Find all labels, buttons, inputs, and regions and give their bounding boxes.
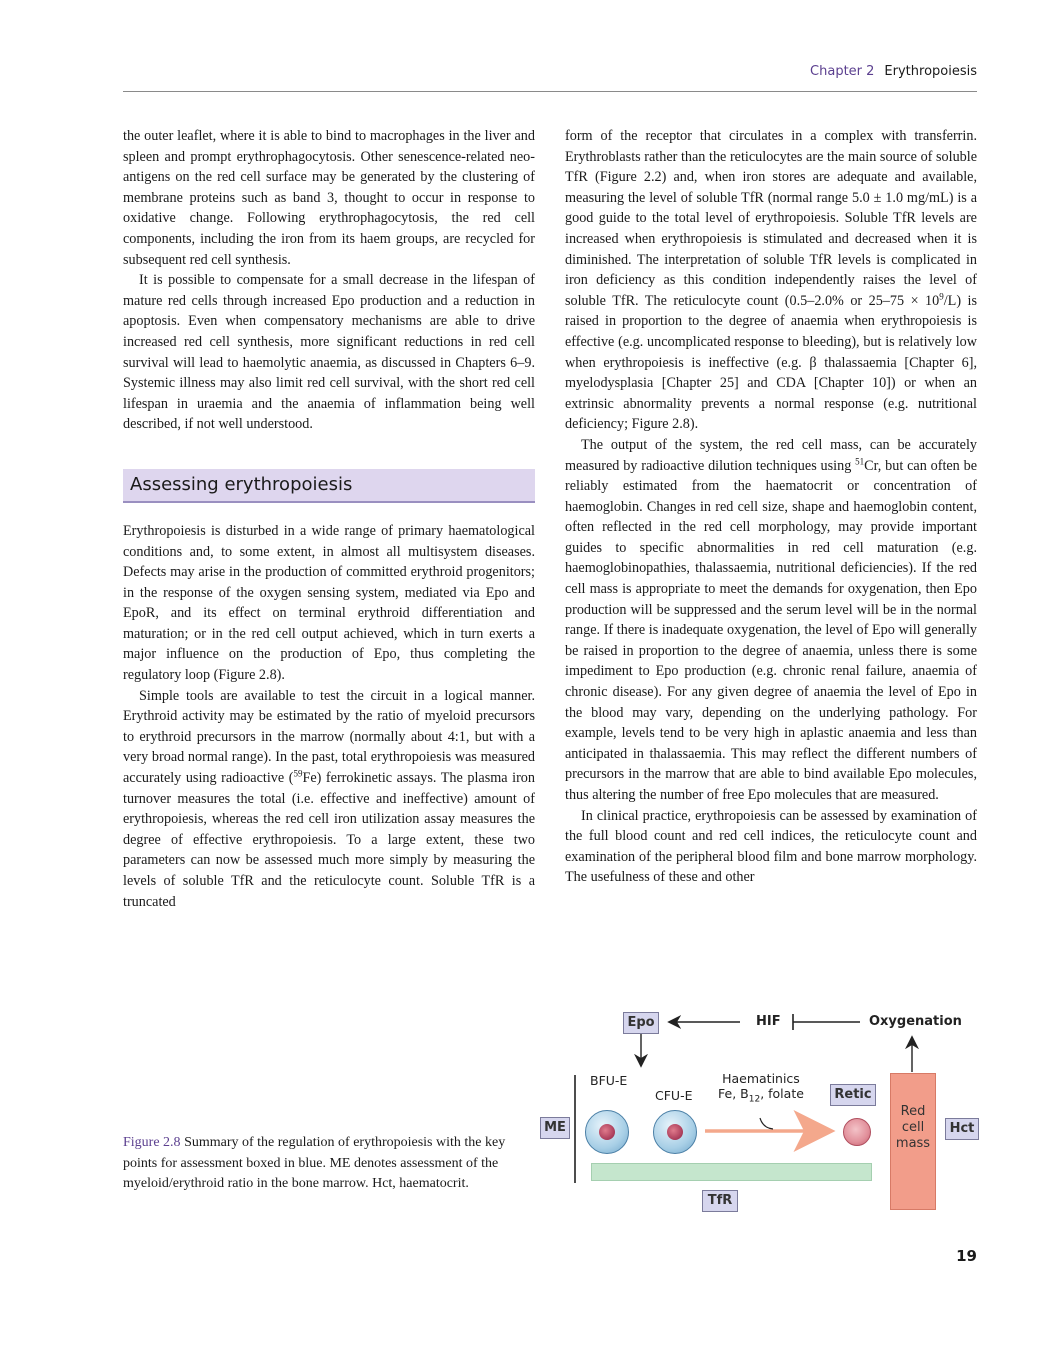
figure-caption [123,1133,523,1195]
paragraph [565,435,977,806]
reticulocyte-cell [843,1118,871,1146]
red-cell-mass-label [891,1104,935,1152]
oxygenation-label: Oxygenation [869,1014,962,1029]
text-run: Fe) ferrokinetic assays. The plasma iron turnover measures the total (i.e. effective and ineffective) amount of erythropoiesis, whereas the red cell iron utilization assay measures the degree of effective erythropoiesis. To a large extent, these two parameters can now be assessed much more simply by measuring the levels of soluble TfR and the reticulocyte count. Soluble TfR is a truncated [123,770,535,910]
tfr-bar [591,1163,872,1181]
tfr-box: TfR [702,1190,738,1212]
label-line: mass [895,1136,931,1151]
section-heading: Assessing erythropoiesis [123,469,535,503]
hif-label: HIF [756,1014,781,1029]
bfu-e-cell [585,1110,629,1154]
me-box: ME [540,1117,570,1139]
paragraph: It is possible to compensate for a small decrease in the lifespan of mature red cells through increased Epo production and a reduction in apoptosis. Even when compensatory mechanisms are able to drive increased red cell synthesis, more significant reductions in red cell survival will lead to haemolytic anaemia, as discussed in Chapters 6–9. Systemic illness may also limit red cell survival, with the short red cell lifespan in uraemia and the anaemia of inflammation being well described, if not well understood. [123,272,535,433]
hct-box: Hct [945,1118,979,1140]
bfu-e-label: BFU-E [590,1073,628,1088]
superscript: 59 [293,768,303,779]
nucleus [599,1124,615,1140]
paragraph [565,126,977,435]
cfu-e-cell [653,1110,697,1154]
haematinics-label [718,1071,804,1105]
text-run: Simple tools are available to test the circuit in a logical manner. Erythroid activity may be estimated by the ratio of myeloid precursors to erythroid precursors in the marrow (normally about 4:1, but with a very broad normal range). In the past, total erythropoiesis was measured accurately using radioactive ( [123,687,535,787]
text-run: , folate [760,1086,804,1101]
chapter-label: Chapter 2 [810,64,875,79]
cfu-e-label: CFU-E [655,1088,693,1103]
header-rule [123,91,977,92]
left-column [123,126,535,912]
retic-box: Retic [830,1084,876,1106]
text-run: /L) is raised in proportion to the degree of anaemia when erythropoiesis is effective (e.g. uncomplicated response to bleeding), but is relatively low when erythropoiesis is ineffective (e.g. β thalassaemia [Chapter 6], myelodysplasia [Chapter 25] and CDA [Chapter 10]) or when an extrinsic abnormality prevents a normal response (e.g. nutritional deficiency; Figure 2.8). [565,292,978,433]
haematinics-line1: Haematinics [722,1071,800,1086]
red-cell-mass-bar [890,1073,936,1210]
caption-text: Summary of the regulation of erythropoiesis with the key points for assessment boxed in blue. ME denotes assessment of the myeloid/erythroid ratio in the bone marrow. Hct, haematocrit. [123,1135,506,1191]
haematinics-pointer [760,1118,773,1129]
running-header [123,64,977,79]
paragraph: In clinical practice, erythropoiesis can be assessed by examination of the full blood count and red cell indices, the reticulocyte count and examination of the peripheral blood film and bone marrow morphology. The usefulness of these and other [565,807,977,886]
nucleus [667,1124,683,1140]
superscript: 9 [939,291,944,302]
text-run: Cr, but can often be reliably estimated from the haematocrit or concentration of haemoglobin. Changes in red cell size, shape and haemoglobin content, often reflected in the red cell morphology, may provide important guides to specific abnormalities in red cell maturation (e.g. haemoglobinopathies, thalassaemia, nutritional deficiencies). If the red cell mass is appropriate to meet the demands for oxygenation, then Epo production will be suppressed and the serum level will be in the normal range. If there is inadequate oxygenation, the level of Epo will generally be raised in proportion to the degree of anaemia, unless there is some impediment to Epo production (e.g. chronic renal failure, anaemia of chronic disease). For any given degree of anaemia the level of Epo in the blood may vary, depending on the underlying pathology. For example, levels tend to be very high in aplastic anaemia and less than anticipated in thalassaemia. This may reflect the different numbers of precursors in the marrow that are able to bind available Epo molecules, thus altering the number of free Epo molecules that are measured. [565,457,978,803]
label-line: cell [901,1120,925,1135]
text-run: Fe, B [718,1086,749,1101]
paragraph: Erythropoiesis is disturbed in a wide range of primary haematological conditions and, to some extent, in almost all multisystem diseases. Defects may arise in the production of committed erythroid progenitors; in the response of the oxygen sensing system, mediated via Epo and EpoR, and its effect on terminal erythroid differentiation and maturation; or in the red cell output achieved, which in turn exerts a major influence on the production of Epo, thus completing the regulatory loop (Figure 2.8). [123,522,535,684]
chapter-title: Erythropoiesis [884,64,977,79]
text-run: The output of the system, the red cell mass, can be accurately measured by radioactive dilution techniques using [565,436,977,474]
right-column [565,126,977,888]
erythropoiesis-diagram [535,1005,995,1220]
epo-box: Epo [623,1012,659,1034]
text-run: form of the receptor that circulates in a complex with transferrin. Erythroblasts rather than the reticulocytes are the main source of soluble TfR (Figure 2.2) and, when iron stores are adequate and available, measuring the level of soluble TfR (normal range 5.0 ± 1.0 mg/mL) is a good guide to the total level of erythropoiesis. Soluble TfR levels are increased when erythropoiesis is stimulated and decreased when it is diminished. The interpretation of soluble TfR levels is complicated in iron deficiency as this condition independently raises the level of soluble TfR. The reticulocyte count (0.5–2.0% or 25–75 × 10 [565,128,977,309]
superscript: 51 [855,455,865,466]
label-line: Red [900,1104,926,1119]
subscript: 12 [748,1094,761,1105]
page-number: 19 [956,1247,977,1265]
figure-label: Figure 2.8 [123,1135,181,1150]
haematinics-line2 [718,1086,804,1105]
paragraph [123,686,535,913]
paragraph: the outer leaflet, where it is able to bind to macrophages in the liver and spleen and prompt erythrophagocytosis. Other senescence-related neo-antigens on the red cell surface may be generated by the clustering of membrane proteins such as band 3, thought to occur in response to oxidative change. Following erythrophagocytosis, the red cell components, including the iron from its haem groups, are recycled for subsequent red cell synthesis. [123,128,535,268]
